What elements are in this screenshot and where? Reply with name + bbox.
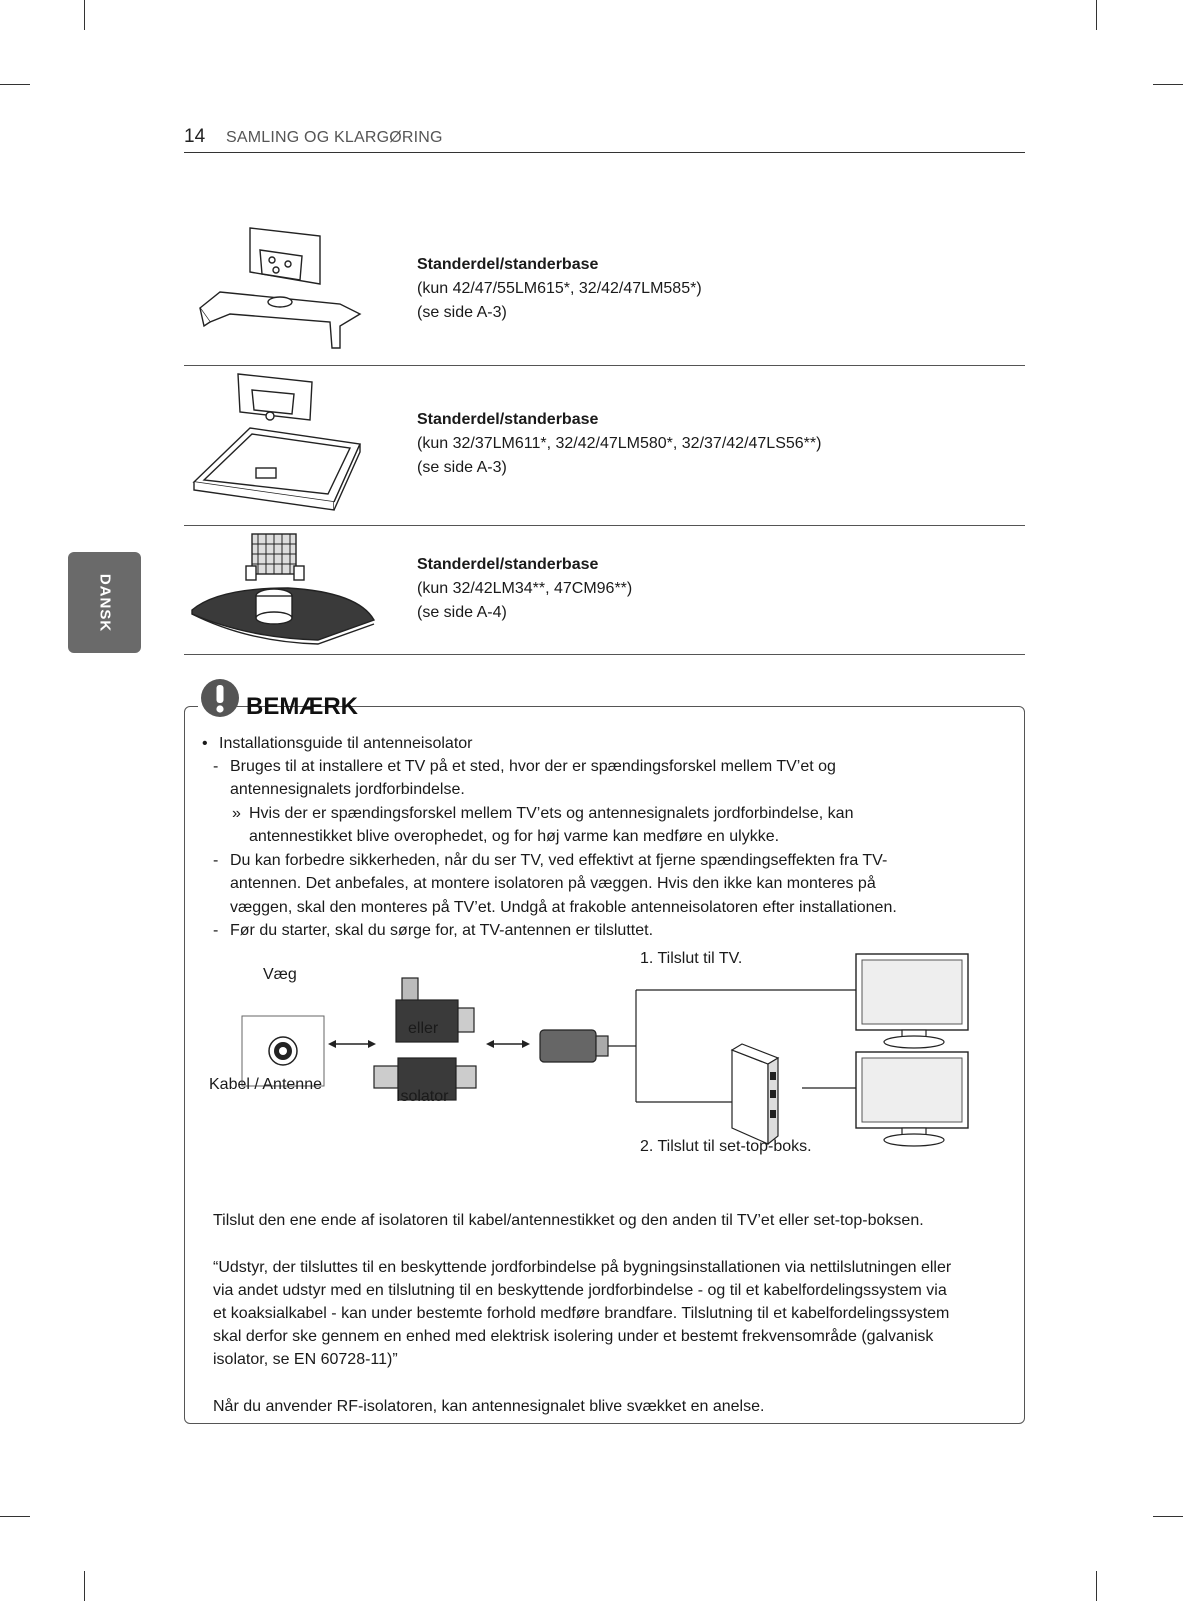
language-tab <box>68 552 141 653</box>
part-description-2 <box>417 408 821 480</box>
part-title: Standerdel/standerbase <box>417 256 599 273</box>
crop-mark <box>1096 0 1097 30</box>
note-line: væggen, skal den monteres på TV’et. Undgå at frakoble antenneisolatoren efter installationen. <box>230 899 897 916</box>
note-paragraph-3: Når du anvender RF-isolatoren, kan antennesignalet blive svækket en anelse. <box>213 1398 765 1415</box>
part-title: Standerdel/standerbase <box>417 411 599 428</box>
divider <box>184 654 1025 655</box>
stand-illustration-3 <box>188 530 378 652</box>
warning-icon <box>200 678 240 718</box>
note-line: antennen. Det anbefales, at montere isolatoren på væggen. Hvis den ikke kan monteres på <box>230 875 876 892</box>
crop-mark <box>1096 1571 1097 1601</box>
part-description-3 <box>417 553 632 625</box>
note-paragraph-2-line: “Udstyr, der tilsluttes til en beskyttende jordforbindelse på bygningsinstallationen via nettilslutningen eller <box>213 1259 952 1276</box>
connect-tv-label: 1. Tilslut til TV. <box>640 950 743 967</box>
note-line: Hvis der er spændingsforskel mellem TV’ets og antennesignalets jordforbindelse, kan <box>249 805 854 822</box>
dash-marker: - <box>213 758 219 775</box>
note-line: Du kan forbedre sikkerheden, når du ser TV, ved effektivt at fjerne spændingseffekten fra TV- <box>230 852 888 869</box>
cable-antenna-label: Kabel / Antenne <box>209 1076 322 1093</box>
part-models: (kun 42/47/55LM615*, 32/42/47LM585*) <box>417 280 702 297</box>
page-header <box>184 126 1025 153</box>
note-paragraph-1: Tilslut den ene ende af isolatoren til kabel/antennestikket og den anden til TV’et eller set-top-boksen. <box>213 1212 924 1229</box>
page-number: 14 <box>184 126 206 147</box>
crop-mark <box>0 1516 30 1517</box>
part-models: (kun 32/42LM34**, 47CM96**) <box>417 580 633 597</box>
part-description-1 <box>417 253 702 325</box>
crop-mark <box>1153 1516 1183 1517</box>
connect-stb-label: 2. Tilslut til set-top-boks. <box>640 1138 812 1155</box>
note-bullet: Installationsguide til antenneisolator <box>219 735 473 752</box>
divider <box>184 365 1025 366</box>
note-line: Før du starter, skal du sørge for, at TV-antennen er tilsluttet. <box>230 922 654 939</box>
part-reference: (se side A-3) <box>417 459 507 476</box>
crop-mark <box>1153 84 1183 85</box>
note-paragraph-2-line: via andet udstyr med en tilslutning til en beskyttende jordforbindelse - og til et kabelfordelingssystem via <box>213 1282 947 1299</box>
part-reference: (se side A-4) <box>417 604 507 621</box>
note-paragraph-2-line: skal derfor ske gennem en enhed med elektrisk isolering under et bestemt frekvensområde (galvanisk <box>213 1328 934 1345</box>
bullet-icon: • <box>202 735 208 752</box>
part-reference: (se side A-3) <box>417 304 507 321</box>
wall-label: Væg <box>263 966 297 983</box>
note-paragraph-2-line: isolator, se EN 60728-11)” <box>213 1351 398 1368</box>
dash-marker: - <box>213 922 219 939</box>
isolator-label: Isolator <box>396 1088 449 1105</box>
crop-mark <box>84 1571 85 1601</box>
note-header <box>198 678 358 728</box>
note-line: antennesignalets jordforbindelse. <box>230 781 465 798</box>
isolator-diagram <box>184 950 1025 1180</box>
chevron-marker: » <box>232 805 241 822</box>
note-paragraph-2-line: et koaksialkabel - kan under bestemte forhold medføre brandfare. Tilslutning til et kabelfordelingssystem <box>213 1305 950 1322</box>
stand-illustration-2 <box>190 372 370 512</box>
note-title: BEMÆRK <box>246 693 358 720</box>
or-label: eller <box>408 1020 439 1037</box>
part-title: Standerdel/standerbase <box>417 556 599 573</box>
dash-marker: - <box>213 852 219 869</box>
note-line: antennestikket blive overophedet, og for høj varme kan medføre en ulykke. <box>249 828 780 845</box>
language-tab-label: DANSK <box>96 573 113 632</box>
crop-mark <box>84 0 85 30</box>
stand-illustration-1 <box>190 222 370 362</box>
section-title: SAMLING OG KLARGØRING <box>226 129 443 146</box>
divider <box>184 525 1025 526</box>
crop-mark <box>0 84 30 85</box>
part-models: (kun 32/37LM611*, 32/42/47LM580*, 32/37/42/47LS56**) <box>417 435 822 452</box>
note-line: Bruges til at installere et TV på et sted, hvor der er spændingsforskel mellem TV’et og <box>230 758 836 775</box>
diagram-graphics <box>184 950 1025 1180</box>
